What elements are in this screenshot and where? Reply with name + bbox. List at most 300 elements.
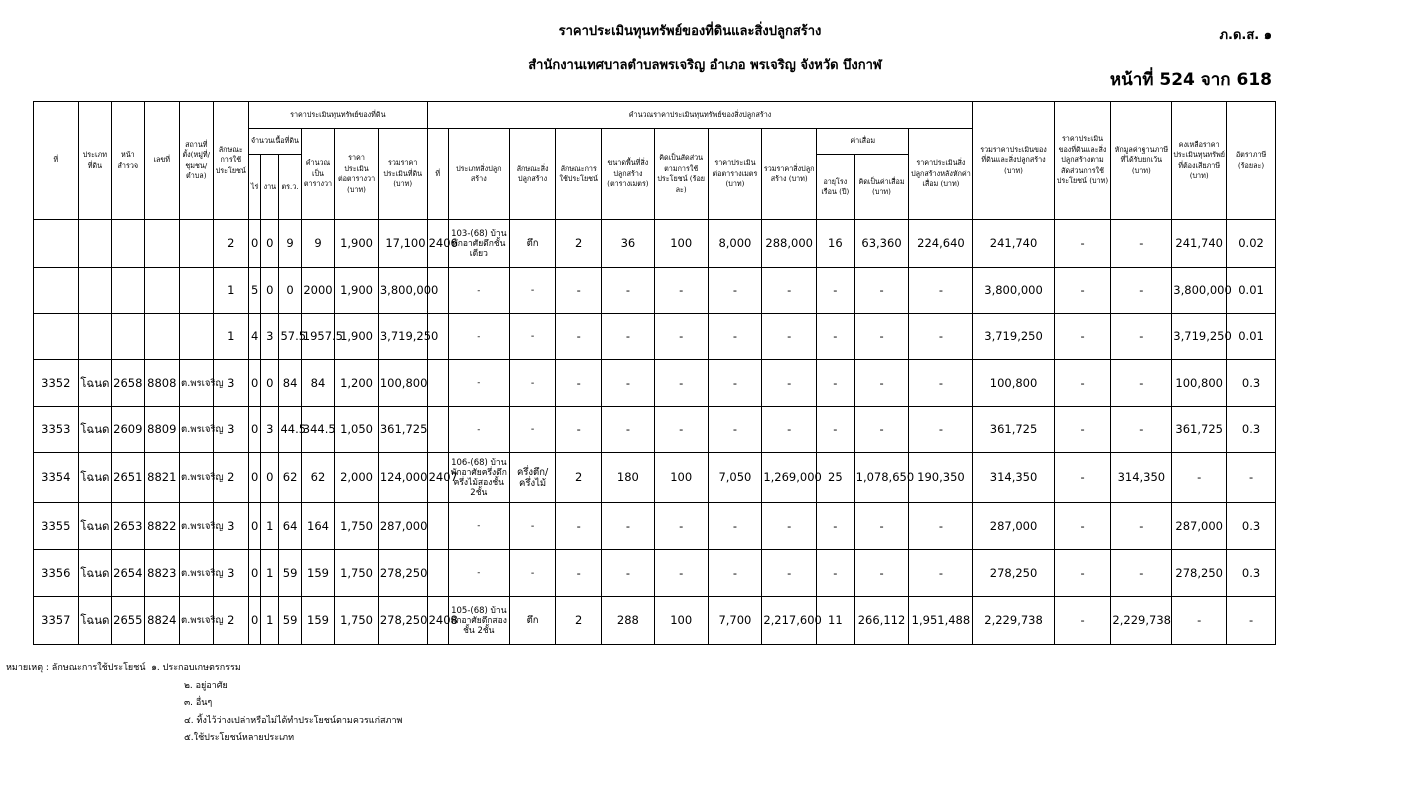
cell-b-total: 288,000: [762, 220, 817, 268]
cell-after-dep: -: [909, 407, 973, 453]
cell-rai: 4: [249, 314, 261, 360]
cell-sqwa: 44.5: [279, 407, 301, 453]
notes-lead: หมายเหตุ : ลักษณะการใช้ประโยชน์ ๑. ประกอบเกษตรกรรม: [6, 663, 241, 673]
cell-ngan: 3: [261, 314, 279, 360]
cell-land-type: โฉนด: [78, 597, 111, 645]
cell-b-size: 180: [602, 453, 655, 503]
col-building-total: รวมราคาสิ่งปลูกสร้าง (บาท): [762, 129, 817, 220]
cell-b-pct: -: [654, 407, 708, 453]
cell-tax-rate: 0.02: [1227, 220, 1276, 268]
group-land-valuation: ราคาประเมินทุนทรัพย์ของที่ดิน: [249, 102, 428, 129]
page-number: หน้าที่ 524 จาก 618: [1109, 70, 1272, 90]
cell-b-type: -: [448, 314, 509, 360]
cell-after-dep: 224,640: [909, 220, 973, 268]
note-item: ๒. อยู่อาศัย: [184, 680, 228, 691]
cell-age: -: [817, 360, 855, 407]
cell-b-total: -: [762, 407, 817, 453]
cell-grand-total: 314,350: [973, 453, 1054, 503]
form-code: ภ.ด.ส. ๑: [1219, 28, 1272, 43]
cell-proportion: -: [1054, 360, 1111, 407]
col-building-use: ลักษณะการใช้ประโยชน์: [556, 129, 602, 220]
col-survey-page: หน้าสำรวจ: [112, 102, 144, 220]
cell-land-total: 3,719,250: [378, 314, 427, 360]
cell-land-type: [78, 268, 111, 314]
table-row: [34, 314, 1276, 360]
cell-no: 3353: [34, 407, 79, 453]
cell-sqwa: 57.5: [279, 314, 301, 360]
cell-deed-no: 8808: [144, 360, 180, 407]
cell-ngan: 0: [261, 220, 279, 268]
cell-deduction: 314,350: [1111, 453, 1172, 503]
cell-no: 3356: [34, 550, 79, 597]
cell-price-sqwa: 1,750: [335, 503, 379, 550]
cell-rai: 0: [249, 503, 261, 550]
cell-b-size: -: [602, 550, 655, 597]
cell-land-use: 3: [213, 407, 249, 453]
cell-proportion: -: [1054, 407, 1111, 453]
cell-tax-rate: -: [1227, 453, 1276, 503]
cell-b-char: -: [509, 360, 556, 407]
cell-land-total: 124,000: [378, 453, 427, 503]
cell-b-type: -: [448, 550, 509, 597]
cell-land-total: 17,100: [378, 220, 427, 268]
cell-location: ต.พรเจริญ: [180, 550, 213, 597]
cell-price-sqwa: 1,900: [335, 314, 379, 360]
cell-survey-page: [112, 268, 144, 314]
cell-sqwa: 9: [279, 220, 301, 268]
cell-ngan: 1: [261, 503, 279, 550]
note-item: ๔. ทิ้งไว้ว่างเปล่าหรือไม่ได้ทำประโยชน์ตามควรแก่สภาพ: [184, 715, 403, 726]
cell-land-type: โฉนด: [78, 360, 111, 407]
cell-b-type: 105-(68) บ้านพักอาศัยตึกสองชั้น 2ชั้น: [448, 597, 509, 645]
cell-ngan: 1: [261, 550, 279, 597]
cell-age: -: [817, 503, 855, 550]
cell-b-use: -: [556, 407, 602, 453]
cell-b-no: 2407: [427, 453, 448, 503]
cell-age: 16: [817, 220, 855, 268]
cell-deduction: -: [1111, 407, 1172, 453]
col-remaining: คงเหลือราคาประเมินทุนทรัพย์ที่ต้องเสียภาษี (บาท): [1172, 102, 1227, 220]
cell-b-use: 2: [556, 220, 602, 268]
cell-b-pct: 100: [654, 220, 708, 268]
cell-location: [180, 314, 213, 360]
cell-deed-no: 8822: [144, 503, 180, 550]
cell-survey-page: 2655: [112, 597, 144, 645]
cell-b-total: -: [762, 268, 817, 314]
col-building-size: ขนาดพื้นที่สิ่งปลูกสร้าง (ตารางเมตร): [602, 129, 655, 220]
cell-proportion: -: [1054, 597, 1111, 645]
cell-b-no: [427, 503, 448, 550]
col-land-type: ประเภทที่ดิน: [78, 102, 111, 220]
cell-b-price: 7,700: [708, 597, 762, 645]
cell-land-use: 2: [213, 220, 249, 268]
cell-age: 11: [817, 597, 855, 645]
cell-b-type: -: [448, 268, 509, 314]
cell-tax-rate: 0.3: [1227, 503, 1276, 550]
cell-land-use: 1: [213, 314, 249, 360]
col-rai: ไร่: [249, 155, 261, 220]
cell-price-sqwa: 1,900: [335, 268, 379, 314]
cell-deduction: -: [1111, 360, 1172, 407]
cell-deed-no: 8809: [144, 407, 180, 453]
cell-price-sqwa: 1,200: [335, 360, 379, 407]
col-grand-total: รวมราคาประเมินของที่ดินและสิ่งปลูกสร้าง (บาท): [973, 102, 1054, 220]
cell-land-type: โฉนด: [78, 407, 111, 453]
table-row: [34, 360, 1276, 407]
col-deduction: หักมูลค่าฐานภาษีที่ได้รับยกเว้น (บาท): [1111, 102, 1172, 220]
cell-location: ต.พรเจริญ: [180, 407, 213, 453]
cell-b-char: ตึก: [509, 597, 556, 645]
cell-no: [34, 314, 79, 360]
cell-b-price: -: [708, 503, 762, 550]
cell-b-pct: -: [654, 503, 708, 550]
table-row: [34, 503, 1276, 550]
cell-land-type: โฉนด: [78, 453, 111, 503]
cell-age: -: [817, 268, 855, 314]
cell-location: ต.พรเจริญ: [180, 360, 213, 407]
cell-after-dep: -: [909, 550, 973, 597]
col-location: สถานที่ตั้ง(หมู่ที่/ชุมชน/ตำบล): [180, 102, 213, 220]
cell-b-price: -: [708, 407, 762, 453]
cell-b-type: 106-(68) บ้านพักอาศัยครึ่งตึกครึ่งไม้สองชั้น 2ชั้น: [448, 453, 509, 503]
cell-dep-value: 266,112: [854, 597, 909, 645]
cell-b-size: -: [602, 360, 655, 407]
cell-b-no: 2406: [427, 220, 448, 268]
cell-grand-total: 361,725: [973, 407, 1054, 453]
cell-land-total: 287,000: [378, 503, 427, 550]
cell-b-use: 2: [556, 453, 602, 503]
cell-proportion: -: [1054, 453, 1111, 503]
cell-no: 3354: [34, 453, 79, 503]
cell-after-dep: -: [909, 314, 973, 360]
cell-survey-page: [112, 314, 144, 360]
cell-deduction: -: [1111, 550, 1172, 597]
cell-deed-no: [144, 220, 180, 268]
table-row: [34, 597, 1276, 645]
cell-remaining: 100,800: [1172, 360, 1227, 407]
cell-price-sqwa: 2,000: [335, 453, 379, 503]
cell-b-type: 103-(68) บ้านพักอาศัยตึกชั้นเดียว: [448, 220, 509, 268]
cell-no: 3357: [34, 597, 79, 645]
cell-rai: 5: [249, 268, 261, 314]
cell-rai: 0: [249, 597, 261, 645]
col-after-depreciation: ราคาประเมินสิ่งปลูกสร้างหลังหักค่าเสื่อม (บาท): [909, 129, 973, 220]
cell-age: -: [817, 407, 855, 453]
cell-dep-value: 63,360: [854, 220, 909, 268]
cell-b-type: -: [448, 360, 509, 407]
cell-grand-total: 287,000: [973, 503, 1054, 550]
cell-tax-rate: 0.01: [1227, 314, 1276, 360]
cell-no: 3355: [34, 503, 79, 550]
cell-proportion: -: [1054, 550, 1111, 597]
cell-b-pct: 100: [654, 453, 708, 503]
cell-dep-value: -: [854, 407, 909, 453]
cell-b-pct: -: [654, 360, 708, 407]
cell-area-calc: 62: [301, 453, 334, 503]
col-age: อายุโรงเรือน (ปี): [817, 155, 855, 220]
cell-land-use: 1: [213, 268, 249, 314]
cell-proportion: -: [1054, 314, 1111, 360]
cell-after-dep: -: [909, 503, 973, 550]
note-item: ๓. อื่นๆ: [184, 698, 213, 708]
cell-b-size: -: [602, 503, 655, 550]
cell-deed-no: 8823: [144, 550, 180, 597]
cell-b-pct: -: [654, 268, 708, 314]
cell-land-use: 3: [213, 360, 249, 407]
cell-b-total: 2,217,600: [762, 597, 817, 645]
cell-b-price: 7,050: [708, 453, 762, 503]
cell-deduction: -: [1111, 268, 1172, 314]
cell-age: -: [817, 550, 855, 597]
cell-no: 3352: [34, 360, 79, 407]
cell-land-total: 100,800: [378, 360, 427, 407]
cell-area-calc: 159: [301, 550, 334, 597]
cell-price-sqwa: 1,900: [335, 220, 379, 268]
group-building-valuation: คำนวณราคาประเมินทุนทรัพย์ของสิ่งปลูกสร้าง: [427, 102, 973, 129]
cell-land-type: [78, 314, 111, 360]
cell-tax-rate: 0.3: [1227, 360, 1276, 407]
document-title: ราคาประเมินทุนทรัพย์ของที่ดินและสิ่งปลูกสร้าง: [558, 24, 822, 39]
col-depreciation-value: คิดเป็นค่าเสื่อม (บาท): [854, 155, 909, 220]
cell-sqwa: 64: [279, 503, 301, 550]
cell-b-use: -: [556, 360, 602, 407]
cell-ngan: 3: [261, 407, 279, 453]
cell-deed-no: [144, 268, 180, 314]
col-ngan: งาน: [261, 155, 279, 220]
cell-area-calc: 159: [301, 597, 334, 645]
cell-deduction: -: [1111, 220, 1172, 268]
cell-b-total: -: [762, 503, 817, 550]
cell-ngan: 0: [261, 268, 279, 314]
cell-tax-rate: 0.01: [1227, 268, 1276, 314]
cell-location: [180, 220, 213, 268]
cell-rai: 0: [249, 550, 261, 597]
group-depreciation: ค่าเสื่อม: [817, 129, 909, 155]
cell-after-dep: -: [909, 268, 973, 314]
cell-dep-value: 1,078,650: [854, 453, 909, 503]
col-building-char: ลักษณะสิ่งปลูกสร้าง: [509, 129, 556, 220]
cell-location: ต.พรเจริญ: [180, 453, 213, 503]
cell-area-calc: 344.5: [301, 407, 334, 453]
cell-b-price: -: [708, 314, 762, 360]
cell-rai: 0: [249, 407, 261, 453]
cell-b-char: -: [509, 268, 556, 314]
cell-remaining: -: [1172, 453, 1227, 503]
col-land-total: รวมราคาประเมินที่ดิน (บาท): [378, 129, 427, 220]
col-tax-rate: อัตราภาษี (ร้อยละ): [1227, 102, 1276, 220]
cell-b-price: -: [708, 550, 762, 597]
col-building-price: ราคาประเมินต่อตารางเมตร (บาท): [708, 129, 762, 220]
cell-b-total: -: [762, 314, 817, 360]
cell-land-type: [78, 220, 111, 268]
col-land-use: ลักษณะการใช้ประโยชน์: [213, 102, 249, 220]
cell-area-calc: 9: [301, 220, 334, 268]
cell-price-sqwa: 1,750: [335, 597, 379, 645]
cell-b-price: -: [708, 360, 762, 407]
cell-deed-no: [144, 314, 180, 360]
cell-deduction: -: [1111, 314, 1172, 360]
cell-land-total: 278,250: [378, 550, 427, 597]
cell-b-price: 8,000: [708, 220, 762, 268]
cell-remaining: -: [1172, 597, 1227, 645]
cell-land-use: 3: [213, 503, 249, 550]
cell-b-price: -: [708, 268, 762, 314]
cell-proportion: -: [1054, 503, 1111, 550]
cell-survey-page: 2651: [112, 453, 144, 503]
cell-no: [34, 220, 79, 268]
cell-b-size: -: [602, 407, 655, 453]
cell-after-dep: 190,350: [909, 453, 973, 503]
cell-sqwa: 62: [279, 453, 301, 503]
cell-sqwa: 0: [279, 268, 301, 314]
cell-b-no: [427, 407, 448, 453]
cell-b-char: -: [509, 314, 556, 360]
cell-b-pct: 100: [654, 597, 708, 645]
cell-b-char: -: [509, 407, 556, 453]
cell-grand-total: 2,229,738: [973, 597, 1054, 645]
cell-rai: 0: [249, 220, 261, 268]
cell-remaining: 361,725: [1172, 407, 1227, 453]
cell-land-total: 3,800,000: [378, 268, 427, 314]
cell-deed-no: 8821: [144, 453, 180, 503]
cell-age: 25: [817, 453, 855, 503]
cell-b-use: 2: [556, 597, 602, 645]
cell-b-no: 2408: [427, 597, 448, 645]
cell-b-use: -: [556, 314, 602, 360]
col-price-sqwa: ราคาประเมินต่อตารางวา (บาท): [335, 129, 379, 220]
cell-b-no: [427, 550, 448, 597]
cell-b-type: -: [448, 407, 509, 453]
col-building-no: ที่: [427, 129, 448, 220]
cell-price-sqwa: 1,750: [335, 550, 379, 597]
cell-deduction: -: [1111, 503, 1172, 550]
cell-b-char: -: [509, 550, 556, 597]
cell-deed-no: 8824: [144, 597, 180, 645]
cell-b-size: 288: [602, 597, 655, 645]
cell-remaining: 3,800,000: [1172, 268, 1227, 314]
cell-land-type: โฉนด: [78, 550, 111, 597]
cell-grand-total: 278,250: [973, 550, 1054, 597]
cell-b-total: -: [762, 550, 817, 597]
cell-sqwa: 59: [279, 597, 301, 645]
cell-deduction: 2,229,738: [1111, 597, 1172, 645]
cell-grand-total: 3,800,000: [973, 268, 1054, 314]
cell-proportion: -: [1054, 220, 1111, 268]
col-no: ที่: [34, 102, 79, 220]
cell-b-size: -: [602, 314, 655, 360]
cell-grand-total: 241,740: [973, 220, 1054, 268]
cell-b-char: ตึก: [509, 220, 556, 268]
cell-no: [34, 268, 79, 314]
col-building-type: ประเภทสิ่งปลูกสร้าง: [448, 129, 509, 220]
cell-land-type: โฉนด: [78, 503, 111, 550]
table-row: [34, 407, 1276, 453]
cell-b-char: ครึ่งตึก/ครึ่งไม้: [509, 453, 556, 503]
note-item: ๕.ใช้ประโยชน์หลายประเภท: [184, 733, 295, 743]
cell-location: [180, 268, 213, 314]
table-row: [34, 268, 1276, 314]
cell-area-calc: 164: [301, 503, 334, 550]
cell-sqwa: 84: [279, 360, 301, 407]
cell-survey-page: 2654: [112, 550, 144, 597]
cell-b-size: -: [602, 268, 655, 314]
cell-area-calc: 84: [301, 360, 334, 407]
cell-remaining: 287,000: [1172, 503, 1227, 550]
cell-location: ต.พรเจริญ: [180, 503, 213, 550]
table-body: [34, 220, 1276, 645]
cell-area-calc: 1957.5: [301, 314, 334, 360]
table-row: [34, 453, 1276, 503]
cell-b-use: -: [556, 268, 602, 314]
cell-rai: 0: [249, 360, 261, 407]
cell-land-use: 2: [213, 597, 249, 645]
cell-survey-page: 2653: [112, 503, 144, 550]
cell-land-use: 3: [213, 550, 249, 597]
cell-survey-page: 2609: [112, 407, 144, 453]
cell-remaining: 3,719,250: [1172, 314, 1227, 360]
cell-location: ต.พรเจริญ: [180, 597, 213, 645]
cell-b-use: -: [556, 550, 602, 597]
cell-sqwa: 59: [279, 550, 301, 597]
cell-b-total: 1,269,000: [762, 453, 817, 503]
cell-b-char: -: [509, 503, 556, 550]
cell-dep-value: -: [854, 503, 909, 550]
table-row: [34, 550, 1276, 597]
col-deed-no: เลขที่: [144, 102, 180, 220]
table-row: [34, 220, 1276, 268]
cell-grand-total: 100,800: [973, 360, 1054, 407]
cell-after-dep: -: [909, 360, 973, 407]
cell-b-pct: -: [654, 314, 708, 360]
cell-tax-rate: 0.3: [1227, 407, 1276, 453]
cell-b-total: -: [762, 360, 817, 407]
cell-remaining: 241,740: [1172, 220, 1227, 268]
col-sqwa: ตร.ว.: [279, 155, 301, 220]
cell-b-no: [427, 360, 448, 407]
cell-ngan: 1: [261, 597, 279, 645]
cell-b-use: -: [556, 503, 602, 550]
col-area-calc: คำนวณเป็นตารางวา: [301, 129, 334, 220]
cell-land-use: 2: [213, 453, 249, 503]
cell-dep-value: -: [854, 268, 909, 314]
cell-ngan: 0: [261, 360, 279, 407]
cell-b-pct: -: [654, 550, 708, 597]
cell-dep-value: -: [854, 360, 909, 407]
cell-area-calc: 2000: [301, 268, 334, 314]
cell-dep-value: -: [854, 314, 909, 360]
col-building-pct: คิดเป็นสัดส่วนตามการใช้ประโยชน์ (ร้อยละ): [654, 129, 708, 220]
assessment-table: [33, 101, 1276, 645]
cell-proportion: -: [1054, 268, 1111, 314]
cell-b-type: -: [448, 503, 509, 550]
cell-dep-value: -: [854, 550, 909, 597]
col-proportion: ราคาประเมินของที่ดินและสิ่งปลูกสร้างตามสัดส่วนการใช้ประโยชน์ (บาท): [1054, 102, 1111, 220]
cell-b-size: 36: [602, 220, 655, 268]
cell-rai: 0: [249, 453, 261, 503]
cell-tax-rate: 0.3: [1227, 550, 1276, 597]
group-land-area: จำนวนเนื้อที่ดิน: [249, 129, 302, 155]
cell-land-total: 278,250: [378, 597, 427, 645]
cell-grand-total: 3,719,250: [973, 314, 1054, 360]
cell-tax-rate: -: [1227, 597, 1276, 645]
cell-age: -: [817, 314, 855, 360]
cell-survey-page: [112, 220, 144, 268]
cell-after-dep: 1,951,488: [909, 597, 973, 645]
office-subtitle: สำนักงานเทศบาลตำบลพรเจริญ อำเภอ พรเจริญ จังหวัด บึงกาฬ: [528, 58, 882, 73]
cell-remaining: 278,250: [1172, 550, 1227, 597]
notes: [6, 660, 402, 748]
cell-price-sqwa: 1,050: [335, 407, 379, 453]
